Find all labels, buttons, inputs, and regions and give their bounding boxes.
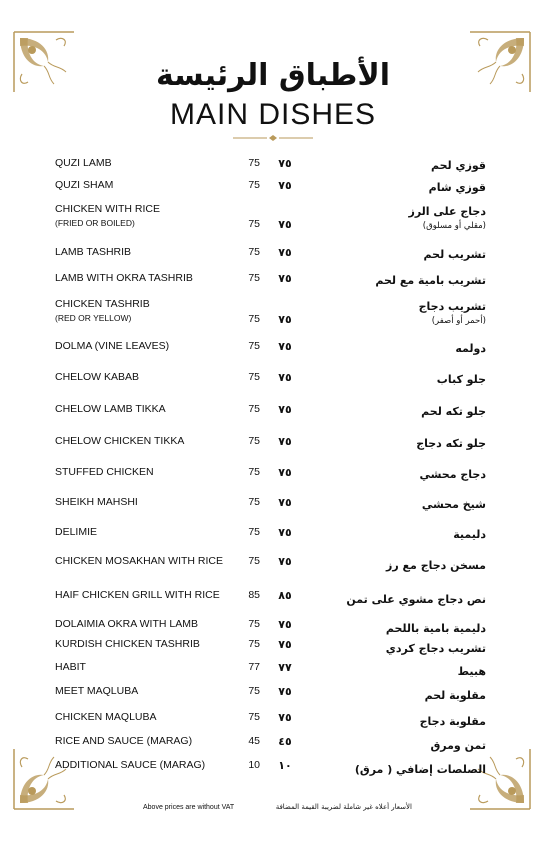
item-name: QUZI LAMB — [55, 157, 112, 169]
item-name-arabic: تشريب دجاج كردي — [385, 642, 486, 655]
item-name: CHICKEN WITH RICE — [55, 203, 160, 215]
item-price-arabic: ٧٥ — [278, 157, 292, 170]
item-subtitle-arabic: (مقلي أو مسلوق) — [422, 221, 486, 231]
menu-item — [0, 466, 546, 486]
item-price-arabic: ٧٥ — [278, 638, 292, 651]
menu-item — [0, 340, 546, 360]
menu-item — [0, 246, 546, 266]
item-price: 45 — [248, 735, 260, 747]
item-name-arabic: تمن ومرق — [430, 739, 486, 752]
item-name-arabic: تشريب بامية مع لحم — [375, 274, 486, 287]
item-price: 75 — [248, 313, 260, 325]
item-price: 75 — [248, 526, 260, 538]
item-price: 75 — [248, 371, 260, 383]
item-price-arabic: ٧٥ — [278, 555, 292, 568]
item-name-arabic: تشريب لحم — [423, 248, 486, 261]
menu-item — [0, 371, 546, 391]
item-price: 85 — [248, 589, 260, 601]
item-price-arabic: ٧٥ — [278, 685, 292, 698]
item-price-arabic: ٧٥ — [278, 272, 292, 285]
item-price: 75 — [248, 435, 260, 447]
item-price-arabic: ٧٥ — [278, 466, 292, 479]
item-price-arabic: ٧٥ — [278, 618, 292, 631]
item-name: CHELOW LAMB TIKKA — [55, 403, 166, 415]
item-name: STUFFED CHICKEN — [55, 466, 154, 478]
item-name-arabic: دجاج محشي — [419, 468, 486, 481]
item-price: 75 — [248, 685, 260, 697]
item-name: LAMB TASHRIB — [55, 246, 132, 258]
item-name-arabic: هبيط — [457, 665, 486, 678]
menu-item — [0, 526, 546, 546]
item-price-arabic: ٧٥ — [278, 496, 292, 509]
item-price-arabic: ٧٥ — [278, 526, 292, 539]
item-name-arabic: مقلوبة لحم — [424, 689, 486, 702]
menu-item — [0, 618, 546, 638]
menu-item — [0, 403, 546, 423]
item-name-arabic: مسخن دجاج مع رز — [386, 559, 486, 572]
item-name: KURDISH CHICKEN TASHRIB — [55, 638, 200, 650]
item-price-arabic: ٧٥ — [278, 218, 292, 231]
item-name: DOLAIMIA OKRA WITH LAMB — [55, 618, 198, 630]
item-subtitle-arabic: (أحمر أو أصفر) — [431, 316, 486, 326]
item-name-arabic: دجاج على الرز — [408, 205, 486, 218]
menu-item — [0, 555, 546, 575]
item-name-arabic: جلو تكه لحم — [421, 405, 486, 418]
item-name: CHICKEN MAQLUBA — [55, 711, 157, 723]
item-name-arabic: شيخ محشي — [421, 498, 486, 511]
menu-item — [0, 661, 546, 681]
item-name-arabic: جلو تكه دجاج — [416, 437, 486, 450]
item-price-arabic: ١٠ — [278, 759, 292, 772]
item-price-arabic: ٧٥ — [278, 435, 292, 448]
item-price: 75 — [248, 403, 260, 415]
menu-item — [0, 435, 546, 455]
item-price: 75 — [248, 496, 260, 508]
item-price: 75 — [248, 555, 260, 567]
item-price: 77 — [248, 661, 260, 673]
item-price-arabic: ٨٥ — [278, 589, 292, 602]
menu-item — [0, 157, 546, 177]
item-price-arabic: ٧٥ — [278, 313, 292, 326]
item-price: 75 — [248, 618, 260, 630]
item-price: 75 — [248, 179, 260, 191]
item-name: HABIT — [55, 661, 86, 673]
item-price: 75 — [248, 218, 260, 230]
item-name-arabic: الصلصات إضافي ( مرق) — [354, 763, 486, 776]
menu-item — [0, 272, 546, 292]
item-subtitle: (FRIED OR BOILED) — [55, 218, 135, 228]
item-name: CHICKEN MOSAKHAN WITH RICE — [55, 555, 224, 567]
menu-item — [0, 759, 546, 779]
ornament-corner-bottom-right — [466, 745, 534, 813]
item-name: HAIF CHICKEN GRILL WITH RICE — [55, 589, 220, 601]
menu-item — [0, 203, 546, 231]
item-name: CHICKEN TASHRIB — [55, 298, 150, 310]
item-price-arabic: ٧٥ — [278, 371, 292, 384]
item-name-arabic: دليمية — [453, 528, 486, 541]
item-price: 10 — [248, 759, 260, 771]
item-name-arabic: دليمية بامية باللحم — [385, 622, 486, 635]
page-title: MAIN DISHES — [169, 98, 377, 131]
item-price: 75 — [248, 272, 260, 284]
item-price: 75 — [248, 466, 260, 478]
item-price-arabic: ٧٥ — [278, 246, 292, 259]
vat-note: Above prices are without VAT — [143, 804, 235, 811]
item-price: 75 — [248, 246, 260, 258]
title-divider — [233, 135, 313, 141]
item-name-arabic: تشريب دجاج — [418, 300, 486, 313]
page-title-arabic: الأطباق الرئيسة — [155, 58, 391, 93]
item-price-arabic: ٧٥ — [278, 340, 292, 353]
menu-item — [0, 496, 546, 516]
vat-note-arabic: الأسعار أعلاه غير شاملة لضريبة القيمة المضافة — [275, 803, 412, 811]
menu-item — [0, 179, 546, 199]
item-name-arabic: قوزي لحم — [430, 159, 486, 172]
item-name-arabic: مقلوبة دجاج — [419, 715, 486, 728]
item-name-arabic: جلو كباب — [436, 373, 486, 386]
item-name: SHEIKH MAHSHI — [55, 496, 138, 508]
item-price-arabic: ٧٧ — [278, 661, 292, 674]
item-name: MEET MAQLUBA — [55, 685, 139, 697]
ornament-corner-bottom-left — [10, 745, 78, 813]
item-name: DELIMIE — [55, 526, 98, 538]
item-price-arabic: ٧٥ — [278, 403, 292, 416]
item-name: DOLMA (VINE LEAVES) — [55, 340, 170, 352]
menu-item — [0, 298, 546, 326]
menu-item — [0, 711, 546, 731]
menu-item — [0, 685, 546, 705]
menu-item — [0, 638, 546, 658]
menu-item — [0, 735, 546, 755]
item-name: RICE AND SAUCE (MARAG) — [55, 735, 193, 747]
item-price-arabic: ٤٥ — [278, 735, 292, 748]
item-name: ADDITIONAL SAUCE (MARAG) — [55, 759, 206, 771]
item-price-arabic: ٧٥ — [278, 711, 292, 724]
item-name: LAMB WITH OKRA TASHRIB — [55, 272, 193, 284]
item-price-arabic: ٧٥ — [278, 179, 292, 192]
item-price: 75 — [248, 157, 260, 169]
item-name-arabic: دولمه — [455, 342, 486, 355]
item-price: 75 — [248, 711, 260, 723]
item-name-arabic: قوزي شام — [428, 181, 486, 194]
item-subtitle: (RED OR YELLOW) — [55, 313, 132, 323]
item-name: CHELOW KABAB — [55, 371, 140, 383]
item-price: 75 — [248, 340, 260, 352]
item-name: CHELOW CHICKEN TIKKA — [55, 435, 185, 447]
item-name-arabic: نص دجاج مشوي على تمن — [346, 593, 486, 606]
item-price: 75 — [248, 638, 260, 650]
menu-item — [0, 589, 546, 609]
item-name: QUZI SHAM — [55, 179, 114, 191]
